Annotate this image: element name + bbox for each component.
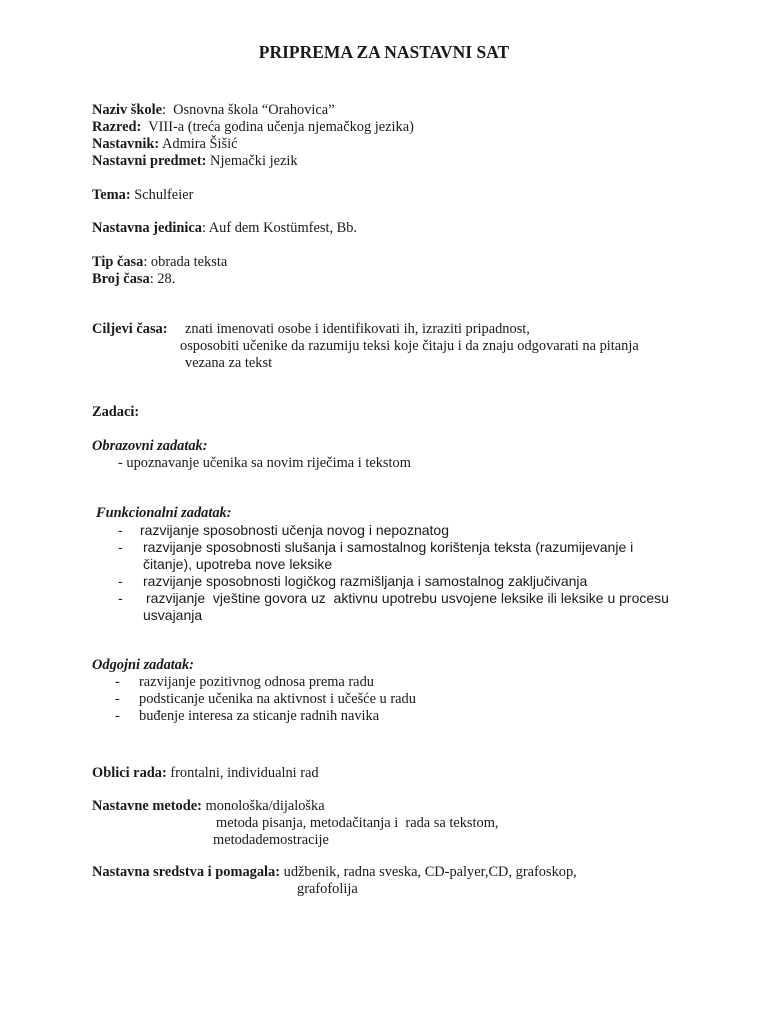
razred-line — [92, 119, 414, 136]
funkcionalni-bullet-2: - — [118, 539, 123, 555]
obrazovni-item: - upoznavanje učenika sa novim riječima i tekstom — [118, 455, 411, 471]
odgojni-heading: Odgojni zadatak: — [92, 657, 194, 673]
metode-value-3: metodademostracije — [213, 832, 329, 848]
tema-line — [92, 187, 193, 204]
ciljevi-line-1: znati imenovati osobe i identifikovati ih, izraziti pripadnost, — [185, 321, 530, 337]
jedinica-label: Nastavna jedinica — [92, 220, 202, 236]
ciljevi-line-3: vezana za tekst — [185, 355, 273, 371]
ciljevi-label — [92, 321, 168, 338]
ciljevi-label-text: Ciljevi časa: — [92, 321, 168, 337]
tip-casa-line — [92, 254, 227, 271]
funkcionalni-bullet-3: - — [118, 573, 123, 589]
tip-casa-value: : obrada teksta — [143, 254, 228, 270]
nastavnik-line — [92, 136, 238, 153]
broj-casa-line — [92, 271, 175, 288]
naziv-skole-value: : Osnovna škola “Orahovica” — [161, 102, 335, 118]
tema-label: Tema: — [92, 187, 131, 203]
zadaci-heading — [92, 404, 139, 421]
odgojni-item-2: podsticanje učenika na aktivnost i učešće u radu — [139, 691, 416, 707]
ciljevi-line-2: osposobiti učenike da razumiju teksi koje čitaju i da znaju odgovarati na pitanja — [180, 338, 639, 354]
metode-line — [92, 798, 325, 815]
zadaci-heading-text: Zadaci: — [92, 404, 140, 420]
funkcionalni-heading: Funkcionalni zadatak: — [96, 505, 232, 521]
metode-value-2: metoda pisanja, metodačitanja i rada sa tekstom, — [216, 815, 499, 831]
odgojni-item-1: razvijanje pozitivnog odnosa prema radu — [139, 674, 374, 690]
razred-value: VIII-a (treća godina učenja njemačkog jezika) — [141, 119, 414, 135]
odgojni-bullet-2: - — [115, 691, 120, 707]
sredstva-value-1: udžbenik, radna sveska, CD-palyer,CD, grafoskop, — [280, 864, 577, 880]
funkcionalni-item-3: razvijanje sposobnosti logičkog razmišljanja i samostalnog zaključivanja — [143, 573, 588, 589]
naziv-skole-label: Naziv škole — [92, 102, 162, 118]
tip-casa-label: Tip časa — [92, 254, 144, 270]
oblici-rada-label: Oblici rada: — [92, 765, 167, 781]
broj-casa-value: : 28. — [149, 271, 176, 287]
odgojni-bullet-3: - — [115, 708, 120, 724]
funkcionalni-item-4-cont: usvajanja — [143, 607, 203, 623]
nastavnik-label: Nastavnik: — [92, 136, 160, 152]
jedinica-value: : Auf dem Kostümfest, Bb. — [201, 220, 358, 236]
sredstva-value-2: grafofolija — [297, 881, 358, 897]
funkcionalni-bullet-1: - — [118, 522, 123, 538]
funkcionalni-item-4: razvijanje vještine govora uz aktivnu upotrebu usvojene leksike ili leksike u procesu — [146, 590, 669, 606]
tema-value: Schulfeier — [130, 187, 194, 203]
razred-label: Razred: — [92, 119, 142, 135]
oblici-rada-value: frontalni, individualni rad — [166, 765, 319, 781]
funkcionalni-item-2: razvijanje sposobnosti slušanja i samostalnog korištenja teksta (razumijevanje i — [143, 539, 634, 555]
sredstva-line — [92, 864, 577, 881]
page-title: PRIPREMA ZA NASTAVNI SAT — [258, 42, 510, 62]
jedinica-line — [92, 220, 357, 237]
predmet-label: Nastavni predmet: — [92, 153, 207, 169]
naziv-skole-line — [92, 102, 335, 119]
oblici-rada-line — [92, 765, 319, 782]
metode-label: Nastavne metode: — [92, 798, 202, 814]
broj-casa-label: Broj časa — [92, 271, 150, 287]
funkcionalni-item-1: razvijanje sposobnosti učenja novog i nepoznatog — [140, 522, 449, 538]
predmet-line — [92, 153, 298, 170]
predmet-value: Njemački jezik — [206, 153, 298, 169]
obrazovni-heading: Obrazovni zadatak: — [92, 438, 208, 454]
metode-value-1: monološka/dijaloška — [201, 798, 325, 814]
nastavnik-value: Admira Šišić — [159, 136, 238, 152]
sredstva-label: Nastavna sredstva i pomagala: — [92, 864, 281, 880]
funkcionalni-item-2-cont: čitanje), upotreba nove leksike — [143, 556, 333, 572]
odgojni-item-3: buđenje interesa za sticanje radnih navika — [139, 708, 380, 724]
funkcionalni-bullet-4: - — [118, 590, 123, 606]
odgojni-bullet-1: - — [115, 674, 120, 690]
